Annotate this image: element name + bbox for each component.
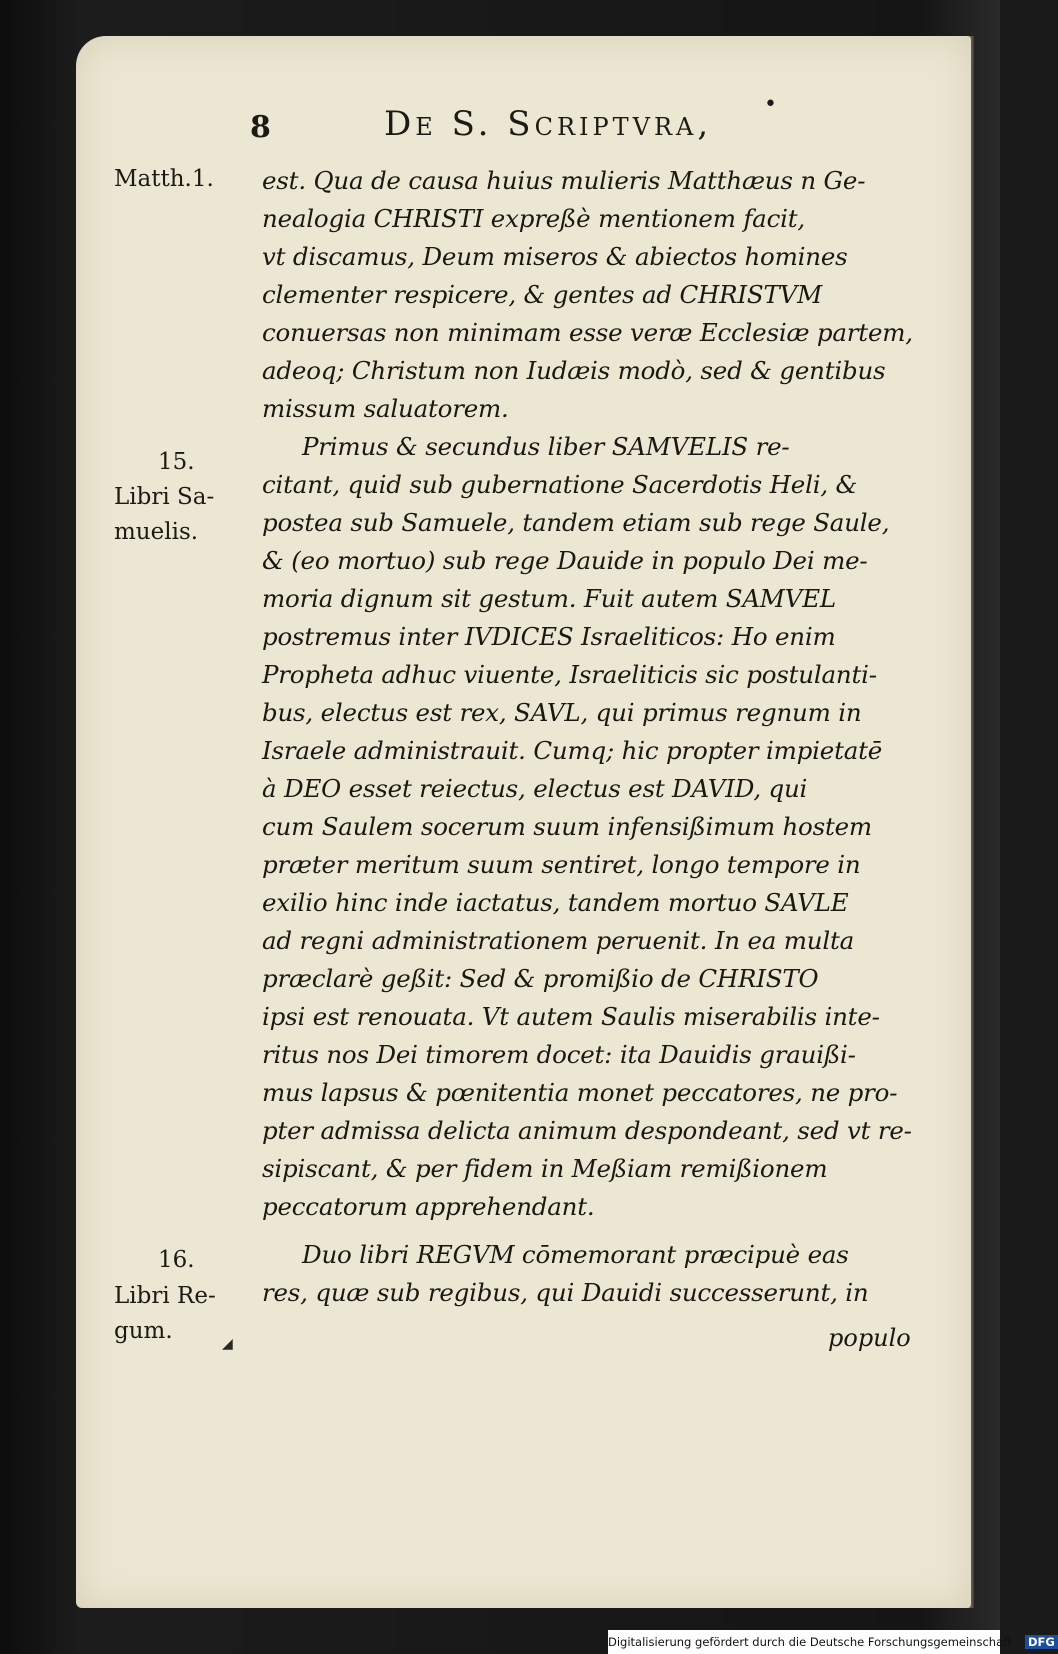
text-line: præter meritum suum sentiret, longo tempore in [262, 850, 861, 879]
text-line: Primus & secundus liber SAMVELIS re- [302, 432, 790, 461]
running-head [250, 92, 810, 154]
text-line: citant, quid sub gubernatione Sacerdotis Heli, & [262, 470, 858, 499]
text-line: nealogia CHRISTI expreßè mentionem facit, [262, 204, 805, 233]
text-line: sipiscant, & per fidem in Meßiam remißionem [262, 1154, 828, 1183]
text-line: & (eo mortuo) sub rege Dauide in populo Dei me- [262, 546, 868, 575]
text-line: postea sub Samuele, tandem etiam sub rege Saule, [262, 508, 890, 537]
text-line: peccatorum apprehendant. [262, 1192, 595, 1221]
text-line: exilio hinc inde iactatus, tandem mortuo SAVLE [262, 888, 849, 917]
text-line: mus lapsus & pœnitentia monet peccatores, ne pro- [262, 1078, 898, 1107]
margin-note-libri-samuelis-1: Libri Sa- [114, 484, 215, 510]
running-title: De S. Scriptvra, [384, 104, 713, 144]
text-line: Israele administrauit. Cumq; hic propter impietatē [262, 736, 883, 765]
margin-note-number-16: 16. [158, 1247, 195, 1273]
ink-mark: ◢ [222, 1336, 233, 1352]
dfg-logo: DFG [1025, 1635, 1058, 1649]
footer-credit: Digitalisierung gefördert durch die Deutsche Forschungsgemeinschaft - [608, 1635, 1020, 1649]
text-line: ad regni administrationem peruenit. In ea multa [262, 926, 855, 955]
text-line: vt discamus, Deum miseros & abiectos homines [262, 242, 848, 271]
text-line: est. Qua de causa huius mulieris Matthæus n Ge- [262, 166, 866, 195]
text-line: Propheta adhuc viuente, Israeliticis sic postulanti- [262, 660, 877, 689]
text-line: adeoq; Christum non Iudæis modò, sed & gentibus [262, 356, 886, 385]
margin-note-matth: Matth.1. [114, 166, 214, 192]
page-number: 8 [250, 110, 271, 145]
catchword: populo [828, 1324, 911, 1352]
margin-note-number-15: 15. [158, 449, 195, 475]
text-line: præclarè geßit: Sed & promißio de CHRISTO [262, 964, 819, 993]
margin-note-libri-regum-2: gum. [114, 1318, 173, 1344]
text-line: conuersas non minimam esse veræ Ecclesiæ partem, [262, 318, 913, 347]
text-line: pter admissa delicta animum despondeant, sed vt re- [262, 1116, 912, 1145]
text-line: à DEO esset reiectus, electus est DAVID, qui [262, 774, 808, 803]
text-line: ritus nos Dei timorem docet: ita Dauidis grauißi- [262, 1040, 856, 1069]
text-line: Duo libri REGVM cōmemorant præcipuè eas [302, 1240, 849, 1269]
ornament-dot: • [764, 92, 777, 117]
text-line: bus, electus est rex, SAVL, qui primus regnum in [262, 698, 862, 727]
text-line: res, quæ sub regibus, qui Dauidi successerunt, in [262, 1278, 869, 1307]
digitization-footer [608, 1630, 1055, 1654]
text-line: missum saluatorem. [262, 394, 509, 423]
text-line: ipsi est renouata. Vt autem Saulis miserabilis inte- [262, 1002, 880, 1031]
text-line: moria dignum sit gestum. Fuit autem SAMVEL [262, 584, 836, 613]
text-line: cum Saulem socerum suum infensißimum hostem [262, 812, 872, 841]
text-line: postremus inter IVDICES Israeliticos: Ho enim [262, 622, 836, 651]
margin-note-libri-samuelis-2: muelis. [114, 519, 199, 545]
text-line: clementer respicere, & gentes ad CHRISTVM [262, 280, 823, 309]
margin-note-libri-regum-1: Libri Re- [114, 1283, 216, 1309]
